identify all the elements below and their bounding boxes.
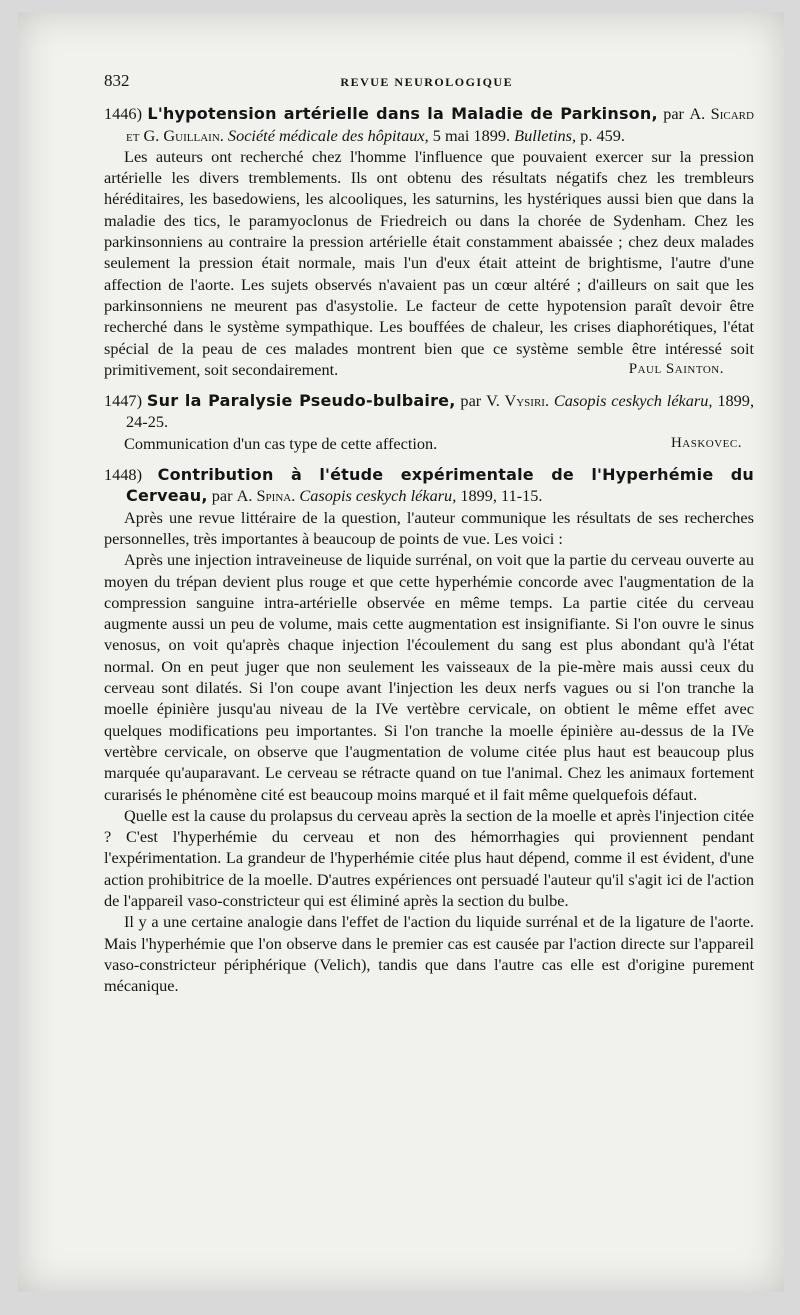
- paragraph-text: Les auteurs ont recherché chez l'homme l'influence que pouvaient exercer sur la pression artérielle les divers tremblements. Ils ont obtenu des résultats négatifs chez les trembleurs héréditaires, les basedowiens, les alcooliques, les saturnins, les hystériques aussi bien que dans la maladie des tics, le paramyoclonus de Friedreich ou dans la chorée de Sydenham. Chez les parkinsonniens au contraire la pression artérielle était constamment abaissée ; chez deux malades seulement la pression était normale, mais l'un d'eux était atteint de brightisme, l'autre d'une affection de l'aorte. Les sujets observés n'avaient pas un cœur altéré ; d'ailleurs on sait que les parkinsonniens ne meurent pas d'asystolie. Le facteur de cette hypotension paraît devoir être recherché dans le système sympathique. Les bouffées de chaleur, les crises diaphorétiques, l'état spécial de la peau de ces malades montrent bien que ce système semble être intéressé soit primitivement, soit secondairement.: [104, 146, 754, 379]
- abstract-entry-1447: [104, 390, 754, 454]
- entry-authors: A. Spina.: [236, 486, 296, 506]
- entry-by: par: [211, 486, 233, 506]
- entry-signature: Paul Sainton.: [628, 360, 724, 377]
- entry-authors: V. Vysiri.: [486, 391, 550, 411]
- entry-heading: [104, 464, 754, 507]
- entry-paragraph: [104, 146, 754, 380]
- abstract-entry-1446: [104, 103, 754, 380]
- journal-page: [18, 12, 784, 1292]
- entry-title: L'hypotension artérielle dans la Maladie de Parkinson,: [147, 104, 658, 124]
- entry-title: Sur la Paralysie Pseudo-bulbaire,: [146, 391, 456, 411]
- entry-paragraph: Quelle est la cause du prolapsus du cerveau après la section de la moelle et après l'injection citée ? C'est l'hyperhémie du cerveau et non des hémorrhagies qui proviennent pendant l'expérimentation. La grandeur de l'hyperhémie citée plus haut dépend, comme il est évident, d'une action prohibitrice de la moelle. D'autres expériences ont persuadé l'auteur qu'il s'agit ici de l'action de l'appareil vaso-constricteur qui est éliminé après la section du bulbe.: [104, 805, 754, 910]
- paragraph-text: Communication d'un cas type de cette affection.: [124, 433, 438, 453]
- entry-source: Casopis ceskych lékaru,: [553, 391, 713, 411]
- entry-number: 1448): [104, 465, 142, 485]
- entry-ref: 1899, 11-15.: [460, 486, 543, 506]
- entry-date: 5 mai 1899.: [432, 125, 511, 145]
- entry-signature: Haskovec.: [670, 434, 742, 451]
- entry-number: 1447): [104, 391, 142, 411]
- entry-bulletin: Bulletins,: [514, 125, 577, 145]
- entry-by: par: [460, 391, 482, 411]
- entry-heading: [104, 390, 754, 433]
- entry-by: par: [663, 104, 684, 124]
- abstract-entry-1448: [104, 464, 754, 996]
- page-number: 832: [104, 71, 130, 90]
- entry-heading: [104, 103, 754, 146]
- entry-title: Contribution à l'étude expérimentale de l'Hyperhémie du Cerveau,: [126, 465, 754, 506]
- entry-authors: A. Sicard et G. Guillain.: [126, 104, 754, 145]
- entry-number: 1446): [104, 104, 142, 124]
- entry-ref: 1899, 24-25.: [126, 391, 755, 432]
- page-content: [104, 70, 754, 1006]
- entry-source: Casopis ceskych lékaru,: [299, 486, 457, 506]
- running-title: REVUE NEUROLOGIQUE: [340, 75, 514, 89]
- entry-pages: p. 459.: [580, 125, 625, 145]
- entry-paragraph: Après une revue littéraire de la question, l'auteur communique les résultats de ses recherches personnelles, très importantes à beaucoup de points de vue. Les voici :: [104, 507, 754, 548]
- page-header: [104, 70, 754, 93]
- entry-paragraph: Après une injection intraveineuse de liquide surrénal, on voit que la partie du cerveau ouverte au moyen du trépan devient plus rouge et que cette hyperhémie concorde avec l'augmentation de la compression sanguine intra-artérielle observée en même temps. La partie citée du cerveau augmente aussi un peu de volume, mais cette augmentation est insignifiante. Si l'on ouvre le sinus venosus, on voit qu'après chaque injection l'écoulement du sang est plus abondant qu'à l'état normal. On en peut juger que non seulement les vaisseaux de la pie-mère mais aussi ceux du cerveau sont dilatés. Si l'on coupe avant l'injection les deux nerfs vagues ou si l'on tranche la moelle épinière jusqu'au niveau de la IVe vertèbre cervicale, on obtient le même effet avec quelques modifications peu importantes. Si l'on tranche la moelle épinière au-dessus de la IVe vertèbre cervicale, on observe que l'augmentation de volume citée plus haut est beaucoup plus marquée qu'auparavant. Le cerveau se rétracte quand on tue l'animal. Chez les animaux fortement curarisés le phénomène cité est beaucoup moins marqué et il fait même quelquefois défaut.: [104, 550, 754, 804]
- entry-source: Société médicale des hôpitaux,: [227, 125, 429, 145]
- entry-paragraph: [104, 433, 754, 454]
- entry-paragraph: Il y a une certaine analogie dans l'effet de l'action du liquide surrénal et de la ligature de l'aorte. Mais l'hyperhémie que l'on observe dans le premier cas est causée par l'action directe sur l'appareil vaso-constricteur périphérique (Velich), tandis que dans l'autre cas elle est d'origine purement mécanique.: [104, 912, 754, 996]
